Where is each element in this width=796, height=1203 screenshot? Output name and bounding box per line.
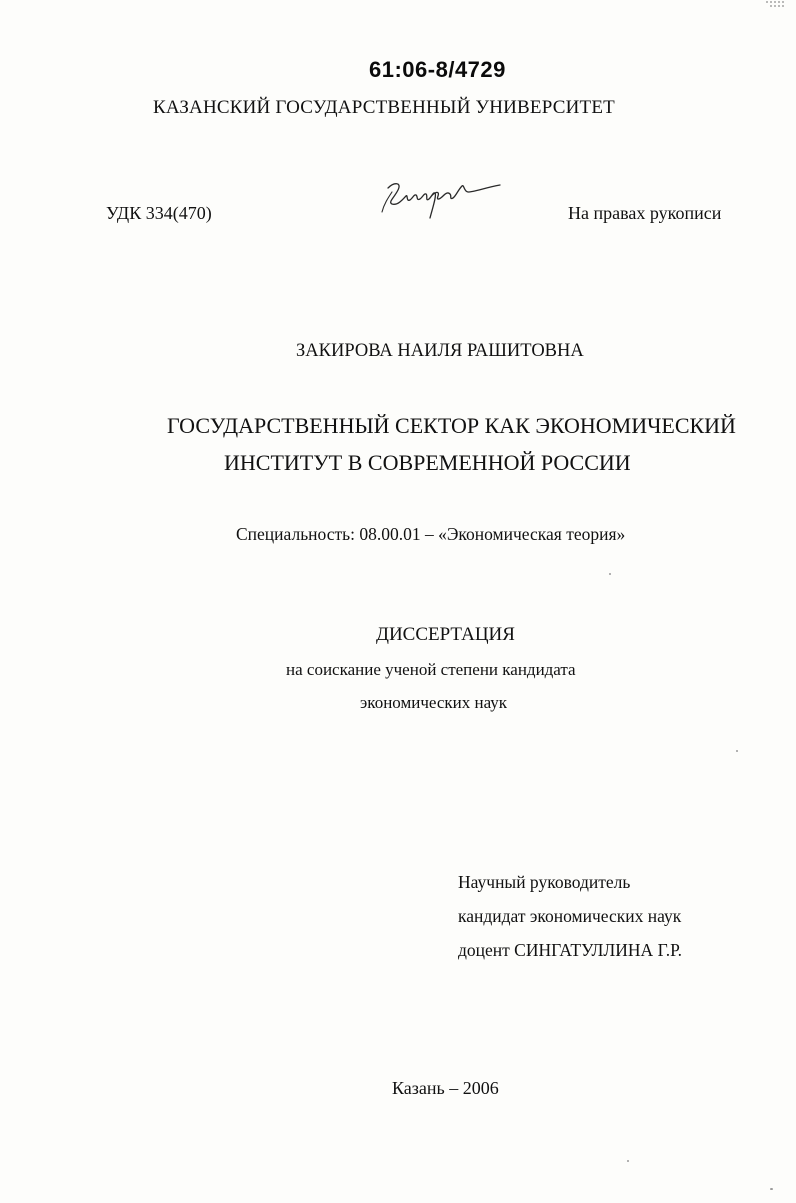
university-name: КАЗАНСКИЙ ГОСУДАРСТВЕННЫЙ УНИВЕРСИТЕТ [153,97,615,118]
supervisor-name: доцент СИНГАТУЛЛИНА Г.Р. [458,940,683,960]
title-line-1: ГОСУДАРСТВЕННЫЙ СЕКТОР КАК ЭКОНОМИЧЕСКИЙ [167,413,736,438]
degree-line-1: на соискание ученой степени кандидата [286,660,576,679]
udk-code: УДК 334(470) [106,203,212,223]
degree-line-2: экономических наук [360,693,508,712]
archive-code: 61:06-8/4729 [369,57,506,82]
document-type: ДИССЕРТАЦИЯ [376,624,515,645]
corner-mark-icon [764,0,788,10]
city-year: Казань – 2006 [392,1078,499,1098]
scan-speck [770,1188,773,1190]
scan-speck [627,1160,629,1162]
scan-speck [609,573,611,575]
handwritten-signature [380,168,510,223]
title-line-2: ИНСТИТУТ В СОВРЕМЕННОЙ РОССИИ [224,450,631,475]
supervisor-degree: кандидат экономических наук [458,906,682,926]
supervisor-role: Научный руководитель [458,872,631,892]
specialty: Специальность: 08.00.01 – «Экономическая теория» [236,524,626,544]
scan-speck [736,750,738,752]
dissertation-title [167,407,736,481]
supervisor-block [458,865,682,967]
author-name: ЗАКИРОВА НАИЛЯ РАШИТОВНА [296,341,584,361]
rights-notice: На правах рукописи [568,203,722,223]
